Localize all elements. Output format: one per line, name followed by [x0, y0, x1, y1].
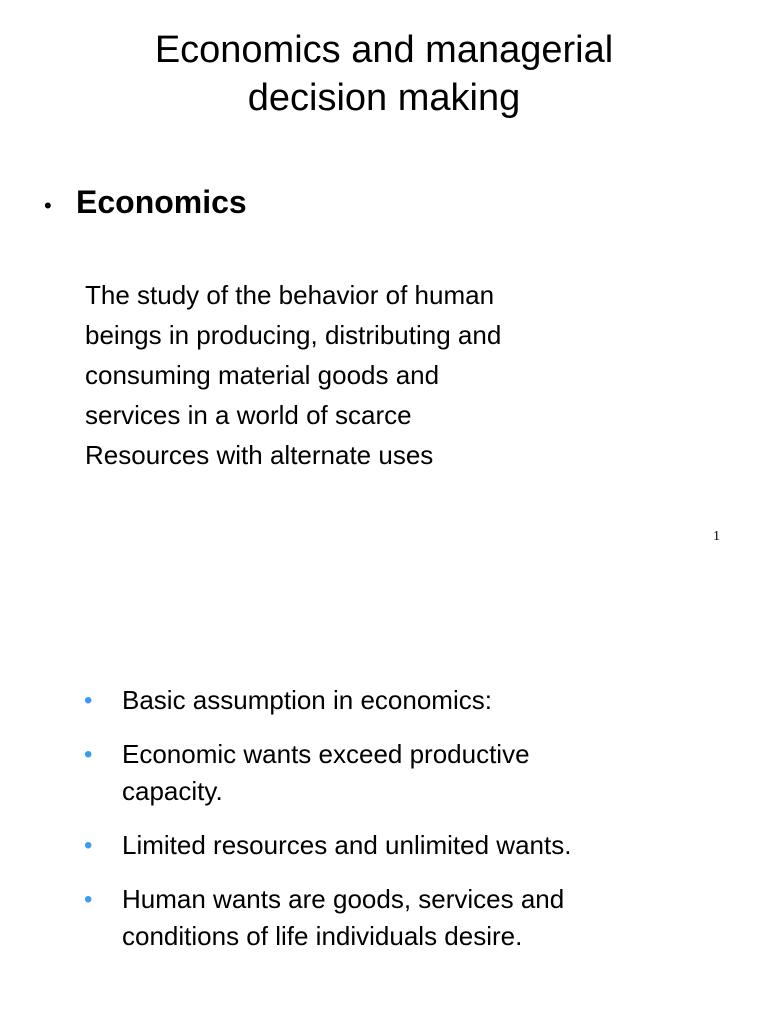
definition-line: The study of the behavior of human — [85, 280, 495, 310]
list-item-text — [122, 682, 492, 719]
page-number: 1 — [713, 529, 720, 544]
bullet-dot-icon: • — [44, 193, 52, 218]
list-item-line: Economic wants exceed productive — [122, 739, 530, 769]
title-line-1: Economics and managerial — [154, 29, 614, 71]
list-item-line: conditions of life individuals desire. — [122, 921, 523, 951]
bullet-icon: • — [84, 687, 93, 714]
list-item-line: Basic assumption in economics: — [122, 685, 492, 715]
definition-line: Resources with alternate uses — [85, 440, 434, 470]
bullet-icon: • — [84, 886, 93, 913]
bullet-icon: • — [84, 832, 93, 859]
definition-line: beings in producing, distributing and — [85, 320, 502, 350]
list-item-text — [122, 736, 530, 810]
list-item-line: Limited resources and unlimited wants. — [122, 830, 572, 860]
list-item-line: Human wants are goods, services and — [122, 884, 565, 914]
list-item-text — [122, 881, 564, 955]
list-item — [84, 736, 724, 810]
definition-line: services in a world of scarce — [85, 400, 412, 430]
definition-line: consuming material goods and — [85, 360, 440, 390]
bullet-icon: • — [84, 741, 93, 768]
list-item — [84, 827, 724, 864]
section-heading — [44, 184, 247, 221]
section-heading-label: Economics — [76, 184, 247, 220]
page-title — [0, 26, 768, 122]
list-item-text — [122, 827, 571, 864]
title-line-2: decision making — [247, 77, 521, 119]
list-item — [84, 881, 724, 955]
list-item-line: capacity. — [122, 776, 223, 806]
definition-paragraph — [85, 275, 605, 475]
list-item — [84, 682, 724, 719]
bullet-list — [84, 682, 724, 972]
